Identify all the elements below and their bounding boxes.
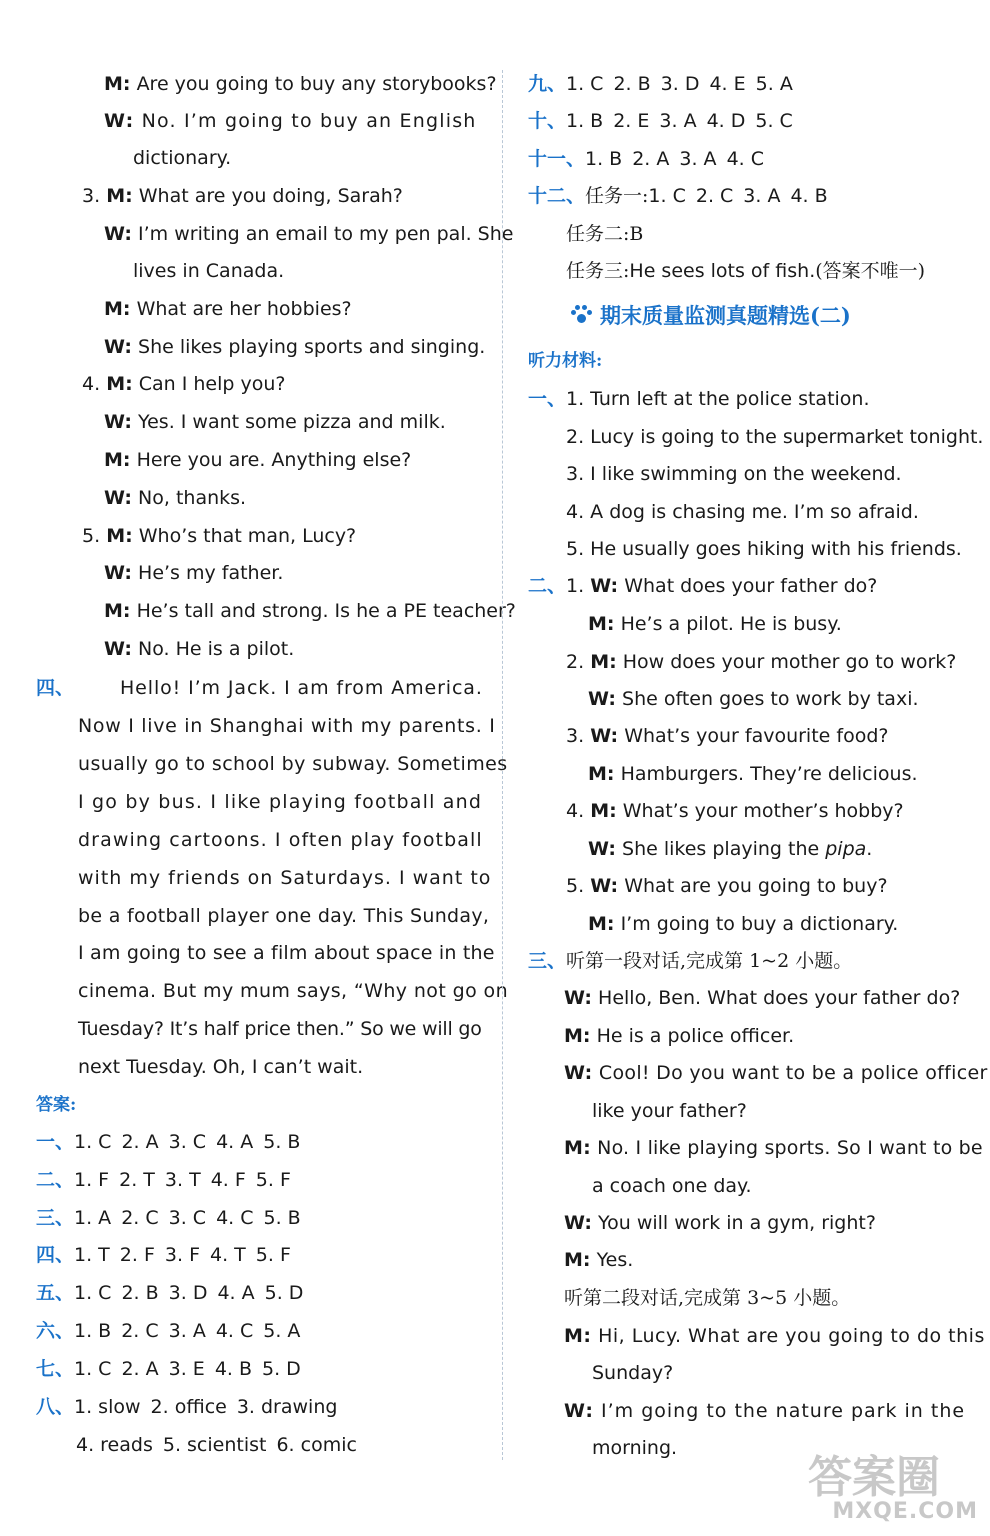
- answer-row: [36, 1206, 311, 1230]
- speaker: W:: [588, 688, 616, 710]
- answer: 5. A: [755, 73, 793, 95]
- answer: 3. C: [168, 1207, 207, 1229]
- answers-heading: 答案:: [36, 1095, 77, 1115]
- passage-line: Now I live in Shanghai with my parents. I: [78, 715, 496, 737]
- speaker: M:: [588, 913, 615, 935]
- column-divider: [502, 70, 503, 1460]
- line-text: No. I’m going to buy an English: [141, 110, 477, 132]
- section-mark: 九、: [528, 73, 567, 95]
- line-text: a coach one day.: [592, 1175, 752, 1197]
- speaker: W:: [104, 562, 132, 584]
- item-number: 3.: [566, 725, 585, 747]
- answer: 5. A: [263, 1320, 301, 1342]
- item-number: 5.: [82, 525, 101, 547]
- answer: 3. A: [743, 185, 781, 207]
- speaker: M:: [106, 373, 133, 395]
- line-text: She likes playing sports and singing.: [138, 336, 486, 358]
- section-mark: 四、: [36, 677, 75, 699]
- section-mark: 二、: [36, 1169, 75, 1191]
- dialogue-line: [564, 986, 960, 1010]
- line-text: No. I like playing sports. So I want to be: [597, 1137, 983, 1159]
- answer: 1. B: [566, 110, 604, 132]
- section-mark: 十二、: [528, 185, 586, 207]
- dialogue-line: [104, 448, 411, 472]
- speaker: W:: [588, 838, 616, 860]
- task-label: 任务一:: [585, 185, 649, 207]
- answer: 2. A: [121, 1131, 159, 1153]
- dialogue-line: [104, 637, 294, 661]
- dialogue-line: [82, 184, 403, 208]
- speaker: M:: [104, 298, 131, 320]
- speaker: W:: [104, 411, 132, 433]
- line-text: Yes.: [596, 1249, 634, 1271]
- task-note: (答案不唯一): [815, 260, 926, 282]
- line-text: What’s your favourite food?: [624, 725, 889, 747]
- line-text: What are her hobbies?: [136, 298, 352, 320]
- answer: 2. office: [150, 1396, 227, 1418]
- line-text: like your father?: [592, 1100, 747, 1122]
- line-text: She often goes to work by taxi.: [622, 688, 919, 710]
- answer: 1. B: [585, 148, 623, 170]
- section-mark: 六、: [36, 1320, 75, 1342]
- line-text: Who’s that man, Lucy?: [138, 525, 357, 547]
- line-text: What are you doing, Sarah?: [138, 185, 403, 207]
- dialogue-line: [592, 1361, 673, 1385]
- speaker: W:: [590, 725, 619, 747]
- dialogue-line: [566, 874, 888, 898]
- passage-line: next Tuesday. Oh, I can’t wait.: [78, 1056, 364, 1078]
- answer: 2. T: [119, 1169, 155, 1191]
- speaker: M:: [104, 73, 131, 95]
- task-two: 任务二:B: [566, 223, 644, 245]
- answer: 4. B: [214, 1358, 253, 1380]
- section-mark: 二、: [528, 575, 567, 597]
- dialogue-line: [566, 799, 904, 823]
- line-text: Can I help you?: [138, 373, 286, 395]
- item-number: 1.: [566, 575, 585, 597]
- answer: 5. F: [255, 1169, 291, 1191]
- answer: 1. T: [74, 1244, 110, 1266]
- dialogue-line: [564, 1061, 988, 1085]
- section-title-text: 期末质量监测真题精选(二): [600, 303, 851, 328]
- line-text: I’m writing an email to my pen pal. She: [138, 223, 514, 245]
- line-text: He’s tall and strong. Is he a PE teacher?: [136, 600, 516, 622]
- answer: 1. C: [566, 73, 604, 95]
- dialogue-line: [588, 912, 898, 936]
- section-mark: 一、: [528, 388, 567, 410]
- item-number: 4.: [566, 800, 585, 822]
- answer: 3. drawing: [236, 1396, 338, 1418]
- speaker: W:: [104, 110, 135, 132]
- dialogue-line: [104, 335, 485, 359]
- line-text: Hello, Ben. What does your father do?: [598, 987, 961, 1009]
- answer-row: [36, 1319, 310, 1343]
- line-text: Yes. I want some pizza and milk.: [138, 411, 446, 433]
- answer: 2. C: [121, 1320, 159, 1342]
- speaker: W:: [564, 1400, 594, 1422]
- answer: 4. E: [709, 73, 746, 95]
- dialogue-line: [104, 486, 246, 510]
- answer: 3. T: [164, 1169, 201, 1191]
- passage-line: I go by bus. I like playing football and: [78, 791, 483, 813]
- dialogue-line: [566, 574, 877, 598]
- dialogue-line: [104, 222, 513, 246]
- line-text: Are you going to buy any storybooks?: [136, 73, 497, 95]
- speaker: W:: [104, 638, 132, 660]
- dialogue-line: [588, 612, 842, 636]
- instruction-text: 听第一段对话,完成第 1~2 小题。: [566, 950, 853, 972]
- dialogue-line: [564, 1136, 983, 1160]
- answer: 4. A: [217, 1282, 255, 1304]
- answer: 1. B: [74, 1320, 112, 1342]
- speaker: M:: [564, 1249, 591, 1271]
- speaker: W:: [104, 487, 132, 509]
- dialogue-line: [82, 372, 286, 396]
- speaker: M:: [590, 651, 617, 673]
- answer-row: [528, 72, 803, 96]
- answer: 3. F: [164, 1244, 201, 1266]
- answer: 1. C: [648, 185, 686, 207]
- dialogue-line: [592, 1436, 677, 1460]
- speaker: W:: [564, 987, 592, 1009]
- dialogue-line: [566, 724, 888, 748]
- dialogue-line: [82, 524, 356, 548]
- dialogue-line: [104, 72, 497, 96]
- sentence: 1. Turn left at the police station.: [566, 388, 870, 410]
- answer: 1. C: [74, 1131, 112, 1153]
- answer: 1. C: [74, 1282, 112, 1304]
- dialogue-line: [592, 1099, 747, 1123]
- speaker: M:: [564, 1325, 592, 1347]
- watermark: [808, 1452, 978, 1528]
- answer: 4. C: [216, 1207, 254, 1229]
- line-text: Hamburgers. They’re delicious.: [620, 763, 918, 785]
- answer: 4. A: [216, 1131, 254, 1153]
- answer: 5. C: [755, 110, 793, 132]
- line-text: No, thanks.: [138, 487, 247, 509]
- section-mark: 八、: [36, 1396, 75, 1418]
- task-answer: He sees lots of fish.: [629, 260, 816, 282]
- task-three: [566, 259, 925, 283]
- answer-row: [528, 147, 774, 171]
- answer: 4. F: [210, 1169, 246, 1191]
- answer: 4. C: [726, 148, 764, 170]
- line-text: I’m going to buy a dictionary.: [620, 913, 899, 935]
- answer: 4. D: [706, 110, 746, 132]
- item-number: 4.: [82, 373, 101, 395]
- line-text: Hi, Lucy. What are you going to do this: [598, 1325, 985, 1347]
- speaker: M:: [590, 800, 617, 822]
- answer: 5. scientist: [162, 1434, 267, 1456]
- answer: 6. comic: [276, 1434, 357, 1456]
- answer: 3. A: [659, 110, 697, 132]
- item-number: 3.: [82, 185, 101, 207]
- dialogue-line: [104, 410, 446, 434]
- line-text: Sunday?: [592, 1362, 674, 1384]
- answer: 3. D: [660, 73, 700, 95]
- section-mark: 五、: [36, 1282, 75, 1304]
- speaker: W:: [104, 336, 132, 358]
- watermark-logo-text: 答案圈: [808, 1452, 940, 1503]
- answer-row: [36, 1357, 311, 1381]
- speaker: M:: [564, 1137, 591, 1159]
- answer: 5. F: [255, 1244, 291, 1266]
- answer: 5. D: [262, 1358, 301, 1380]
- line-text: He is a police officer.: [596, 1025, 795, 1047]
- instruction-line: [528, 949, 852, 973]
- answer: 2. B: [613, 73, 651, 95]
- dialogue-line: [133, 259, 284, 283]
- dialogue-line: [104, 109, 477, 133]
- answer: 4. B: [790, 185, 828, 207]
- line-text: How does your mother go to work?: [622, 651, 957, 673]
- dialogue-line: [564, 1248, 633, 1272]
- answer-row: [528, 184, 838, 208]
- answer-row: [36, 1130, 310, 1154]
- dialogue-line: [588, 837, 872, 861]
- watermark-url: MXQE.COM: [832, 1499, 978, 1524]
- answer-row: [528, 109, 803, 133]
- answer-row: [36, 1395, 347, 1419]
- answer: 5. B: [263, 1131, 301, 1153]
- speaker: M:: [106, 525, 133, 547]
- answer: 2. A: [632, 148, 670, 170]
- line-text: dictionary.: [133, 147, 232, 169]
- passage-line: I am going to see a film about space in the: [78, 942, 495, 964]
- answer: 2. B: [121, 1282, 159, 1304]
- speaker: M:: [588, 613, 615, 635]
- answer: 3. E: [168, 1358, 205, 1380]
- dialogue-line: [104, 599, 516, 623]
- answer: 2. C: [695, 185, 734, 207]
- passage-line: be a football player one day. This Sunday,: [78, 905, 490, 927]
- section-mark: 四、: [36, 1244, 75, 1266]
- speaker: W:: [564, 1212, 592, 1234]
- dialogue-line: [104, 561, 283, 585]
- passage-line: usually go to school by subway. Sometimes: [78, 753, 508, 775]
- speaker: W:: [564, 1062, 593, 1084]
- line-text: She likes playing the: [622, 838, 826, 860]
- answer: 3. A: [679, 148, 717, 170]
- item-number: 5.: [566, 875, 585, 897]
- speaker: M:: [104, 600, 131, 622]
- speaker: M:: [106, 185, 133, 207]
- passage-line: drawing cartoons. I often play football: [78, 829, 483, 851]
- answer: 4. T: [210, 1244, 246, 1266]
- passage-line: with my friends on Saturdays. I want to: [78, 867, 492, 889]
- answer: 2. E: [613, 110, 650, 132]
- section-mark: 十、: [528, 110, 567, 132]
- sentence: 4. A dog is chasing me. I’m so afraid.: [566, 501, 919, 523]
- line-text: He’s a pilot. He is busy.: [620, 613, 842, 635]
- passage-line: Tuesday? It’s half price then.” So we will go: [78, 1018, 482, 1040]
- section-mark: 一、: [36, 1131, 75, 1153]
- sentence: 2. Lucy is going to the supermarket tonight.: [566, 426, 984, 448]
- line-text: No. He is a pilot.: [138, 638, 295, 660]
- listening-heading: 听力材料:: [528, 351, 603, 371]
- section-mark: 七、: [36, 1358, 75, 1380]
- answer-row: [76, 1433, 367, 1457]
- sentence: 5. He usually goes hiking with his friends.: [566, 538, 962, 560]
- dialogue-line: [588, 687, 919, 711]
- speaker: W:: [590, 575, 619, 597]
- dialogue-line: [564, 1211, 876, 1235]
- section-title: [570, 301, 851, 331]
- speaker: M:: [588, 763, 615, 785]
- line-text: I’m going to the nature park in the: [601, 1400, 966, 1422]
- line-text: What does your father do?: [624, 575, 878, 597]
- answer: 3. C: [168, 1131, 207, 1153]
- line-text: What’s your mother’s hobby?: [622, 800, 904, 822]
- sentence: 3. I like swimming on the weekend.: [566, 463, 902, 485]
- answer: 1. A: [74, 1207, 112, 1229]
- answer: 1. F: [74, 1169, 110, 1191]
- section-mark: 十一、: [528, 148, 586, 170]
- answer: 5. D: [264, 1282, 304, 1304]
- line-text: Here you are. Anything else?: [136, 449, 412, 471]
- item-number: 2.: [566, 651, 585, 673]
- line-text: He’s my father.: [138, 562, 284, 584]
- section-mark: 三、: [36, 1207, 75, 1229]
- dialogue-line: [592, 1174, 752, 1198]
- dialogue-line: [564, 1399, 965, 1423]
- speaker: W:: [104, 223, 132, 245]
- dialogue-line: [564, 1024, 794, 1048]
- dialogue-line: [566, 650, 956, 674]
- instruction-line: 听第二段对话,完成第 3~5 小题。: [564, 1287, 851, 1309]
- answer: 5. B: [263, 1207, 301, 1229]
- answer: 2. F: [119, 1244, 155, 1266]
- line-end: .: [866, 838, 873, 860]
- answer-row: [36, 1243, 301, 1267]
- dialogue-line: [564, 1324, 985, 1348]
- line-text: morning.: [592, 1437, 678, 1459]
- answer-values: [74, 1131, 310, 1153]
- dialogue-line: [104, 297, 352, 321]
- speaker: M:: [564, 1025, 591, 1047]
- section-mark: 三、: [528, 950, 567, 972]
- passage-line: cinema. But my mum says, “Why not go on: [78, 980, 509, 1002]
- speaker: W:: [590, 875, 619, 897]
- dialogue-line: [588, 762, 918, 786]
- answer-row: [36, 1281, 313, 1305]
- passage-line: Hello! I’m Jack. I am from America.: [120, 677, 483, 699]
- line-text: lives in Canada.: [133, 260, 285, 282]
- answer: 3. A: [168, 1320, 206, 1342]
- answer: 2. C: [121, 1207, 159, 1229]
- answer: 4. C: [215, 1320, 254, 1342]
- line-text: Cool! Do you want to be a police officer: [598, 1062, 988, 1084]
- line-text: What are you going to buy?: [624, 875, 888, 897]
- answer: 4. reads: [76, 1434, 153, 1456]
- italic-word: pipa: [825, 838, 867, 860]
- answer: 1. C: [74, 1358, 112, 1380]
- speaker: M:: [104, 449, 131, 471]
- answer: 1. slow: [74, 1396, 141, 1418]
- answer-row: [36, 1168, 301, 1192]
- answer: 3. D: [168, 1282, 208, 1304]
- paw-icon: [570, 305, 592, 325]
- dialogue-line: [133, 146, 231, 170]
- line-text: You will work in a gym, right?: [598, 1212, 876, 1234]
- answer: 2. A: [121, 1358, 159, 1380]
- task-label: 任务三:: [566, 260, 630, 282]
